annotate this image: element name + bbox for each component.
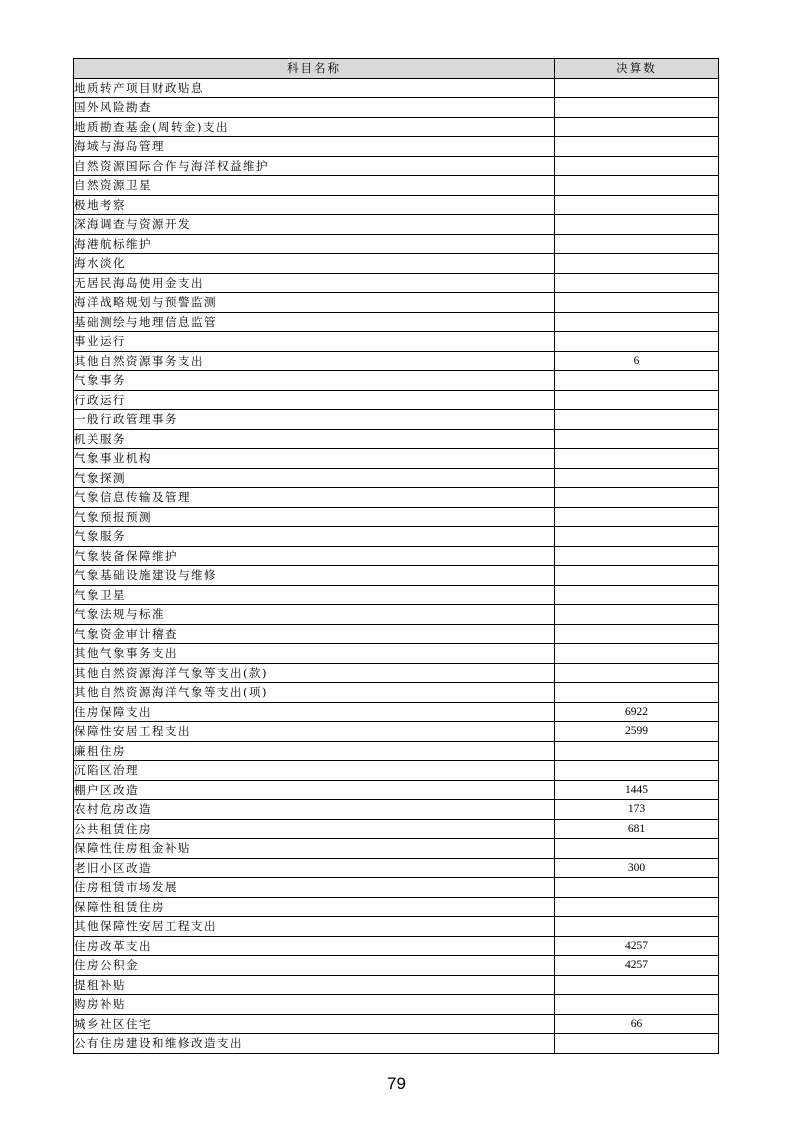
table-row	[74, 546, 719, 566]
table-row	[74, 429, 719, 449]
table-row	[74, 234, 719, 254]
amount-cell	[555, 254, 719, 274]
amount-cell	[555, 761, 719, 781]
subject-name-cell: 沉陷区治理	[74, 761, 555, 781]
table-row	[74, 195, 719, 215]
subject-name-cell: 气象资金审计稽查	[74, 624, 555, 644]
subject-name-cell: 保障性安居工程支出	[74, 722, 555, 742]
subject-name-cell: 自然资源国际合作与海洋权益维护	[74, 156, 555, 176]
table-row	[74, 936, 719, 956]
amount-cell	[555, 488, 719, 508]
amount-cell: 173	[555, 800, 719, 820]
subject-name-cell: 无居民海岛使用金支出	[74, 273, 555, 293]
amount-cell	[555, 624, 719, 644]
table-row	[74, 293, 719, 313]
table-row	[74, 1034, 719, 1054]
table-row	[74, 332, 719, 352]
amount-cell	[555, 429, 719, 449]
table-row	[74, 605, 719, 625]
subject-name-cell: 海水淡化	[74, 254, 555, 274]
amount-cell	[555, 897, 719, 917]
amount-cell	[555, 566, 719, 586]
amount-cell	[555, 917, 719, 937]
table-row	[74, 839, 719, 859]
table-row	[74, 371, 719, 391]
amount-cell	[555, 663, 719, 683]
amount-cell	[555, 332, 719, 352]
subject-name-cell: 自然资源卫星	[74, 176, 555, 196]
budget-table	[73, 58, 719, 1054]
header-subject-name: 科目名称	[74, 59, 555, 79]
amount-cell	[555, 234, 719, 254]
amount-cell	[555, 273, 719, 293]
table-row	[74, 1014, 719, 1034]
amount-cell: 300	[555, 858, 719, 878]
subject-name-cell: 国外风险勘查	[74, 98, 555, 118]
table-row	[74, 488, 719, 508]
table-row	[74, 98, 719, 118]
table-row	[74, 702, 719, 722]
amount-cell	[555, 215, 719, 235]
subject-name-cell: 气象事务	[74, 371, 555, 391]
amount-cell	[555, 98, 719, 118]
amount-cell	[555, 975, 719, 995]
table-row	[74, 507, 719, 527]
amount-cell	[555, 449, 719, 469]
amount-cell	[555, 1034, 719, 1054]
table-row	[74, 780, 719, 800]
subject-name-cell: 事业运行	[74, 332, 555, 352]
amount-cell: 6	[555, 351, 719, 371]
amount-cell	[555, 527, 719, 547]
subject-name-cell: 老旧小区改造	[74, 858, 555, 878]
table-row	[74, 351, 719, 371]
amount-cell	[555, 741, 719, 761]
table-row	[74, 663, 719, 683]
amount-cell	[555, 605, 719, 625]
subject-name-cell: 其他自然资源事务支出	[74, 351, 555, 371]
table-row	[74, 956, 719, 976]
table-body	[74, 78, 719, 1053]
amount-cell	[555, 117, 719, 137]
subject-name-cell: 行政运行	[74, 390, 555, 410]
table-row	[74, 917, 719, 937]
table-row	[74, 156, 719, 176]
page-number: 79	[387, 1074, 406, 1093]
amount-cell	[555, 585, 719, 605]
subject-name-cell: 气象预报预测	[74, 507, 555, 527]
subject-name-cell: 气象事业机构	[74, 449, 555, 469]
subject-name-cell: 气象服务	[74, 527, 555, 547]
table-row	[74, 644, 719, 664]
amount-cell	[555, 371, 719, 391]
subject-name-cell: 住房保障支出	[74, 702, 555, 722]
subject-name-cell: 海洋战略规划与预警监测	[74, 293, 555, 313]
table-row	[74, 761, 719, 781]
amount-cell: 6922	[555, 702, 719, 722]
subject-name-cell: 基础测绘与地理信息监管	[74, 312, 555, 332]
table-row	[74, 624, 719, 644]
amount-cell	[555, 878, 719, 898]
subject-name-cell: 住房改革支出	[74, 936, 555, 956]
amount-cell	[555, 195, 719, 215]
subject-name-cell: 其他自然资源海洋气象等支出(款)	[74, 663, 555, 683]
subject-name-cell: 海域与海岛管理	[74, 137, 555, 157]
table-row	[74, 975, 719, 995]
table-row	[74, 527, 719, 547]
table-row	[74, 468, 719, 488]
table-row	[74, 449, 719, 469]
subject-name-cell: 气象基础设施建设与维修	[74, 566, 555, 586]
subject-name-cell: 一般行政管理事务	[74, 410, 555, 430]
subject-name-cell: 气象卫星	[74, 585, 555, 605]
table-row	[74, 741, 719, 761]
subject-name-cell: 其他气象事务支出	[74, 644, 555, 664]
amount-cell: 681	[555, 819, 719, 839]
amount-cell	[555, 839, 719, 859]
table-row	[74, 176, 719, 196]
subject-name-cell: 其他自然资源海洋气象等支出(项)	[74, 683, 555, 703]
subject-name-cell: 城乡社区住宅	[74, 1014, 555, 1034]
amount-cell	[555, 683, 719, 703]
subject-name-cell: 气象法规与标准	[74, 605, 555, 625]
table-row	[74, 800, 719, 820]
amount-cell	[555, 507, 719, 527]
amount-cell: 4257	[555, 956, 719, 976]
table-row	[74, 585, 719, 605]
table-row	[74, 878, 719, 898]
subject-name-cell: 地质勘查基金(周转金)支出	[74, 117, 555, 137]
subject-name-cell: 公有住房建设和维修改造支出	[74, 1034, 555, 1054]
amount-cell: 4257	[555, 936, 719, 956]
table-row	[74, 683, 719, 703]
amount-cell	[555, 137, 719, 157]
amount-cell	[555, 293, 719, 313]
amount-cell	[555, 176, 719, 196]
table-row	[74, 819, 719, 839]
subject-name-cell: 气象探测	[74, 468, 555, 488]
table-row	[74, 312, 719, 332]
amount-cell	[555, 995, 719, 1015]
amount-cell	[555, 644, 719, 664]
table-row	[74, 215, 719, 235]
amount-cell	[555, 390, 719, 410]
subject-name-cell: 住房公积金	[74, 956, 555, 976]
table-row	[74, 566, 719, 586]
subject-name-cell: 海港航标维护	[74, 234, 555, 254]
amount-cell	[555, 410, 719, 430]
table-row	[74, 390, 719, 410]
table-row	[74, 137, 719, 157]
amount-cell	[555, 546, 719, 566]
amount-cell: 1445	[555, 780, 719, 800]
amount-cell	[555, 78, 719, 98]
subject-name-cell: 机关服务	[74, 429, 555, 449]
amount-cell: 2599	[555, 722, 719, 742]
table-row	[74, 995, 719, 1015]
table-header-row	[74, 59, 719, 79]
subject-name-cell: 提租补贴	[74, 975, 555, 995]
subject-name-cell: 极地考察	[74, 195, 555, 215]
subject-name-cell: 廉租住房	[74, 741, 555, 761]
table-row	[74, 897, 719, 917]
subject-name-cell: 购房补贴	[74, 995, 555, 1015]
table-row	[74, 78, 719, 98]
subject-name-cell: 农村危房改造	[74, 800, 555, 820]
amount-cell	[555, 468, 719, 488]
table-row	[74, 858, 719, 878]
subject-name-cell: 地质转产项目财政贴息	[74, 78, 555, 98]
amount-cell	[555, 312, 719, 332]
amount-cell	[555, 156, 719, 176]
subject-name-cell: 保障性租赁住房	[74, 897, 555, 917]
subject-name-cell: 保障性住房租金补贴	[74, 839, 555, 859]
subject-name-cell: 气象装备保障维护	[74, 546, 555, 566]
subject-name-cell: 住房租赁市场发展	[74, 878, 555, 898]
table-row	[74, 273, 719, 293]
table-row	[74, 722, 719, 742]
table-row	[74, 410, 719, 430]
subject-name-cell: 深海调查与资源开发	[74, 215, 555, 235]
subject-name-cell: 棚户区改造	[74, 780, 555, 800]
table-row	[74, 117, 719, 137]
subject-name-cell: 其他保障性安居工程支出	[74, 917, 555, 937]
subject-name-cell: 气象信息传输及管理	[74, 488, 555, 508]
subject-name-cell: 公共租赁住房	[74, 819, 555, 839]
table-row	[74, 254, 719, 274]
header-final-amount: 决算数	[555, 59, 719, 79]
amount-cell: 66	[555, 1014, 719, 1034]
